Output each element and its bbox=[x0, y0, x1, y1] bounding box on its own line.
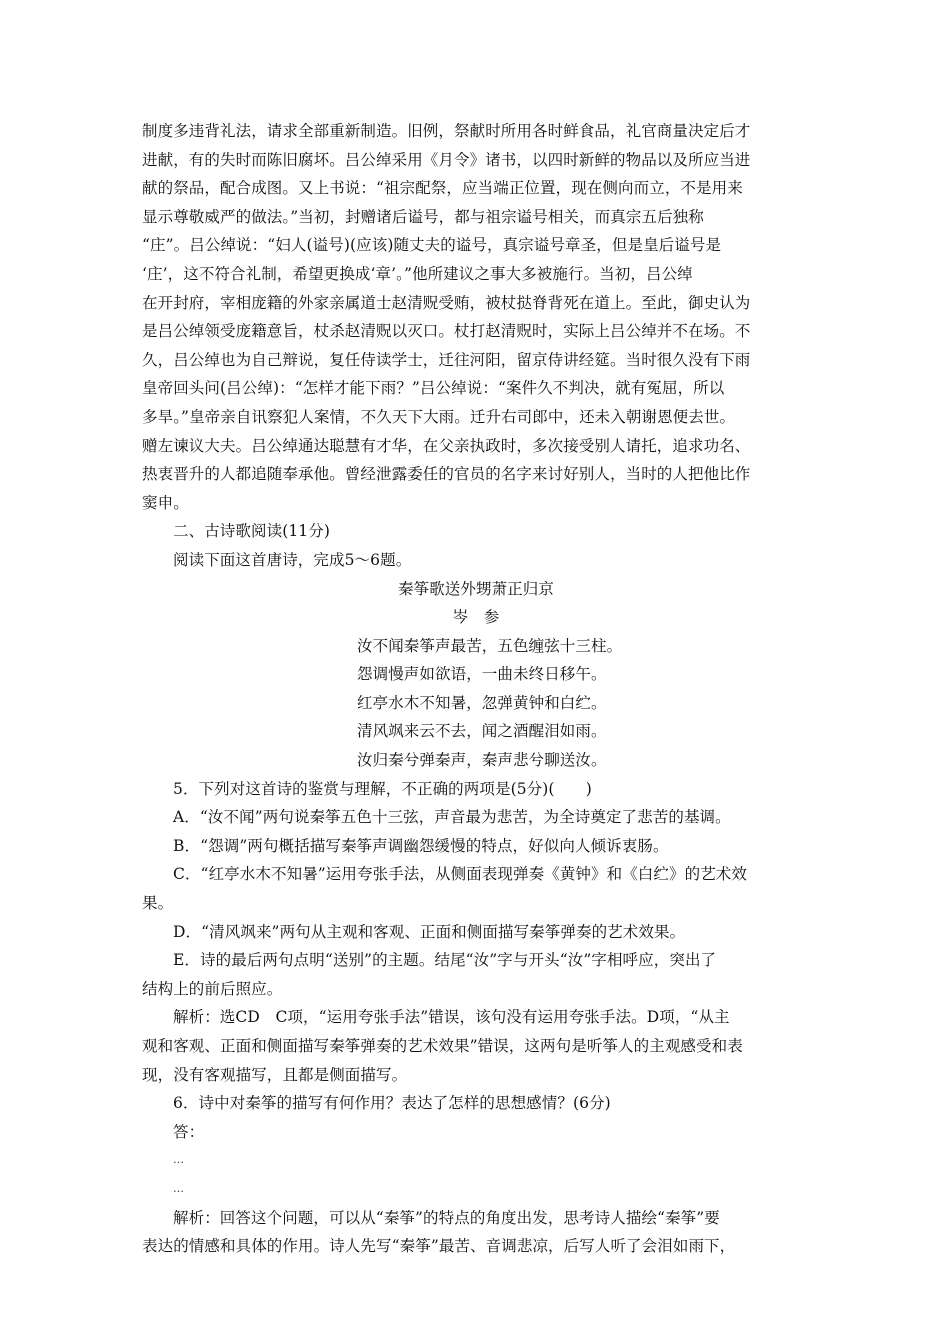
passage-line: 热衷晋升的人都追随奉承他。曾经泄露委任的官员的名字来讨好别人，当时的人把他比作 bbox=[142, 465, 751, 484]
translation-passage bbox=[142, 117, 810, 517]
section-heading: 二、古诗歌阅读(11分) bbox=[173, 522, 331, 541]
option-c: C．“红亭水木不知暑”运用夸张手法，从侧面表现弹奏《黄钟》和《白纻》的艺术效 bbox=[173, 865, 748, 884]
passage-line: 显示尊敬威严的做法。”当初，封赠诸后谥号，都与祖宗谥号相关，而真宗五后独称 bbox=[142, 207, 704, 226]
poem-line: 怨调慢声如欲语，一曲未终日移午。 bbox=[357, 665, 607, 684]
answer-blank[interactable]: … bbox=[173, 1181, 185, 1195]
question-stem: 6．诗中对秦筝的描写有何作用？表达了怎样的思想感情？(6分) bbox=[173, 1094, 611, 1113]
poem-line: 红亭水木不知暑，忽弹黄钟和白纻。 bbox=[357, 693, 607, 712]
passage-line: 献的祭品，配合成图。又上书说：“祖宗配祭，应当端正位置，现在侧向而立，不是用来 bbox=[142, 179, 743, 198]
answer-blank[interactable]: … bbox=[173, 1153, 185, 1167]
option-b: B．“怨调”两句概括描写秦筝声调幽怨缓慢的特点，好似向人倾诉衷肠。 bbox=[173, 836, 669, 855]
poem-title: 秦筝歌送外甥萧正归京 bbox=[397, 579, 554, 598]
passage-line: 进献，有的失时而陈旧腐坏。吕公绰采用《月令》诸书，以四时新鲜的物品以及所应当进 bbox=[142, 150, 751, 169]
passage-line: 久，吕公绰也为自己辩说，复任侍读学士，迁往河阳，留京侍讲经筵。当时很久没有下雨 bbox=[142, 350, 751, 369]
option-e-continued: 结构上的前后照应。 bbox=[142, 979, 283, 998]
answer-label: 答： bbox=[173, 1122, 205, 1141]
analysis-text: 解析：回答这个问题，可以从“秦筝”的特点的角度出发，思考诗人描绘“秦筝”要 bbox=[173, 1208, 720, 1227]
passage-line: ‘庄’，这不符合礼制，希望更换成‘章’。”他所建议之事大多被施行。当初，吕公绰 bbox=[142, 264, 693, 283]
poem bbox=[142, 575, 810, 775]
option-e: E．诗的最后两句点明“送别”的主题。结尾“汝”字与开头“汝”字相呼应，突出了 bbox=[173, 951, 717, 970]
question-6 bbox=[142, 1089, 810, 1261]
analysis-text: 现，没有客观描写，且都是侧面描写。 bbox=[142, 1065, 408, 1084]
passage-line: 赠左谏议大夫。吕公绰通达聪慧有才华，在父亲执政时，多次接受别人请托，追求功名、 bbox=[142, 436, 751, 455]
option-a: A．“汝不闻”两句说秦筝五色十三弦，声音最为悲苦，为全诗奠定了悲苦的基调。 bbox=[173, 808, 731, 827]
poem-author: 岑 参 bbox=[452, 608, 500, 627]
poem-line: 清风飒来云不去，闻之酒醒泪如雨。 bbox=[357, 722, 607, 741]
document-page bbox=[142, 117, 810, 1261]
passage-line: 在开封府，宰相庞籍的外家亲属道士赵清贶受贿，被杖挞脊背死在道上。至此，御史认为 bbox=[142, 293, 751, 312]
passage-line: 皇帝回头问(吕公绰)：“怎样才能下雨？”吕公绰说：“案件久不判决，就有冤屈，所以 bbox=[142, 379, 725, 398]
option-c-continued: 果。 bbox=[142, 894, 174, 913]
passage-line: 多旱。”皇帝亲自讯察犯人案情，不久天下大雨。迁升右司郎中，还未入朝谢恩便去世。 bbox=[142, 407, 736, 426]
instruction: 阅读下面这首唐诗，完成5～6题。 bbox=[173, 550, 412, 569]
option-d: D．“清风飒来”两句从主观和客观、正面和侧面描写秦筝弹奏的艺术效果。 bbox=[173, 922, 686, 941]
passage-line: “庄”。吕公绰说：“妇人(谥号)(应该)随丈夫的谥号，真宗谥号章圣，但是皇后谥号是 bbox=[142, 236, 722, 255]
analysis-text: 观和客观、正面和侧面描写秦筝弹奏的艺术效果”错误，这两句是听筝人的主观感受和表 bbox=[142, 1037, 743, 1055]
question-5 bbox=[142, 775, 810, 1090]
question-stem: 5．下列对这首诗的鉴赏与理解，不正确的两项是(5分)( ) bbox=[173, 779, 592, 798]
poem-line: 汝归秦兮弹秦声，秦声悲兮聊送汝。 bbox=[357, 751, 607, 770]
analysis-text: 解析：选CD C项，“运用夸张手法”错误，该句没有运用夸张手法。D项，“从主 bbox=[173, 1008, 730, 1027]
passage-line: 是吕公绰领受庞籍意旨，杖杀赵清贶以灭口。杖打赵清贶时，实际上吕公绰并不在场。不 bbox=[142, 322, 751, 341]
passage-line: 窦申。 bbox=[142, 493, 189, 512]
passage-line: 制度多违背礼法，请求全部重新制造。旧例，祭献时所用各时鲜食品，礼官商量决定后才 bbox=[142, 122, 751, 140]
poem-line: 汝不闻秦筝声最苦，五色缠弦十三柱。 bbox=[357, 636, 623, 655]
analysis-text: 表达的情感和具体的作用。诗人先写“秦筝”最苦、音调悲凉，后写人听了会泪如雨下， bbox=[142, 1237, 736, 1256]
